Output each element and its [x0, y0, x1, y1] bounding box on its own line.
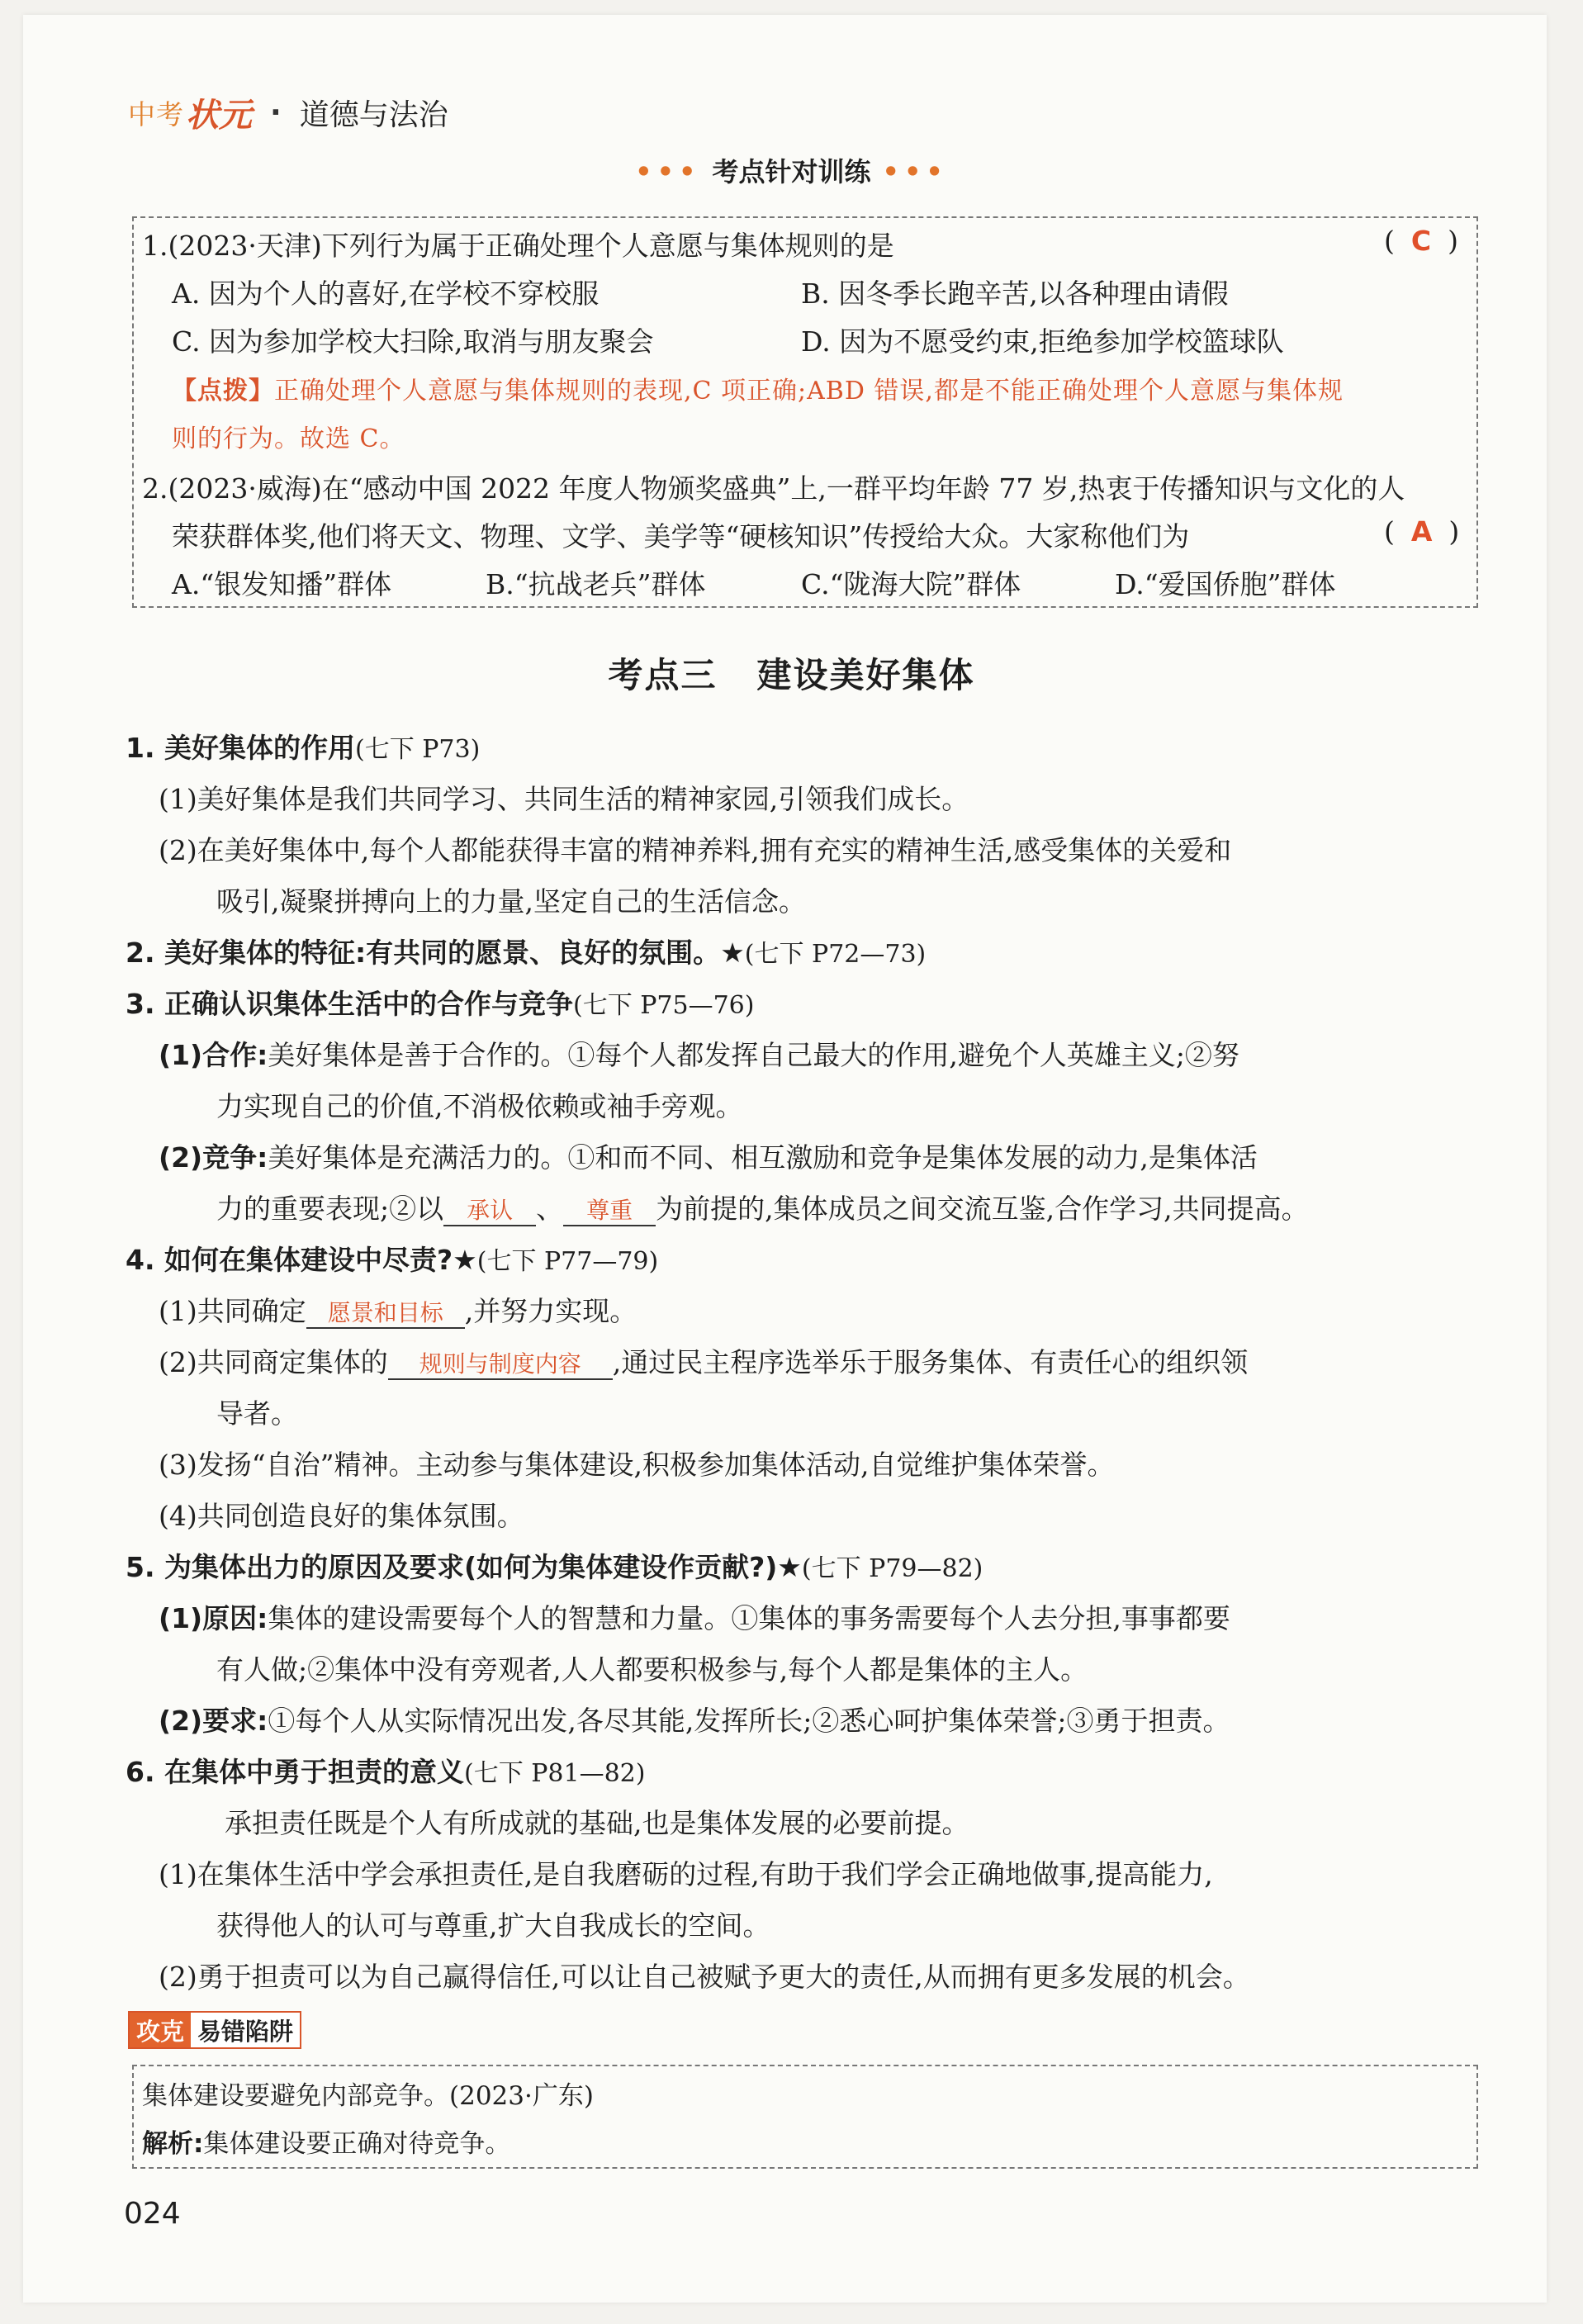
point-4-title: 4. 如何在集体建设中尽责?★(七下 P77—79)	[126, 1244, 659, 1276]
point-2-title: 2. 美好集体的特征:有共同的愿景、良好的氛围。★(七下 P72—73)	[126, 937, 927, 969]
trap-analysis: 解析:集体建设要正确对待竞争。	[142, 2129, 511, 2159]
point-4-item-1: (1)共同确定 愿景和目标 ,并努力实现。	[159, 1295, 637, 1327]
page-number: 024	[124, 2197, 181, 2231]
point-4-item-2b: 导者。	[216, 1397, 298, 1430]
q1-hint-line1: 【点拨】正确处理个人意愿与集体规则的表现,C 项正确;ABD 错误,都是不能正确处理个人意愿与集体规	[172, 377, 1344, 406]
point-5-item-1a: (1)原因:集体的建设需要每个人的智慧和力量。①集体的事务需要每个人去分担,事事都要	[159, 1602, 1230, 1634]
section-heading: 考点三 建设美好集体	[608, 655, 975, 695]
point-3-item-1a: (1)合作:美好集体是善于合作的。①每个人都发挥自己最大的作用,避免个人英雄主义;②努	[159, 1039, 1239, 1071]
blank-rules-system: 规则与制度内容	[388, 1350, 613, 1380]
point-6-item-2: (2)勇于担责可以为自己赢得信任,可以让自己被赋予更大的责任,从而拥有更多发展的机会。	[159, 1961, 1250, 1993]
point-6-title: 6. 在集体中勇于担责的意义(七下 P81—82)	[126, 1756, 646, 1788]
point-1-title: 1. 美好集体的作用(七下 P73)	[126, 732, 481, 764]
point-5-item-1b: 有人做;②集体中没有旁观者,人人都要积极参与,每个人都是集体的主人。	[216, 1653, 1088, 1686]
point-1-item-2b: 吸引,凝聚拼搏向上的力量,坚定自己的生活信念。	[216, 885, 806, 918]
header-separator: ·	[270, 96, 282, 130]
point-3-item-1b: 力实现自己的价值,不消极依赖或袖手旁观。	[216, 1090, 743, 1122]
trap-tag	[128, 2011, 301, 2049]
training-title-text: 考点针对训练	[712, 156, 871, 187]
trap-statement: 集体建设要避免内部竞争。(2023·广东)	[142, 2081, 594, 2111]
q1-option-b: B. 因冬季长跑辛苦,以各种理由请假	[801, 277, 1229, 310]
q1-answer: ( C )	[1384, 225, 1458, 257]
q1-option-d: D. 因为不愿受约束,拒绝参加学校篮球队	[801, 325, 1284, 358]
point-5-item-2: (2)要求:①每个人从实际情况出发,各尽其能,发挥所长;②悉心呵护集体荣誉;③勇于担责。	[159, 1705, 1230, 1737]
point-6-item-1b: 获得他人的认可与尊重,扩大自我成长的空间。	[216, 1909, 770, 1942]
point-4-item-3: (3)发扬“自治”精神。主动参与集体建设,积极参加集体活动,自觉维护集体荣誉。	[159, 1449, 1115, 1481]
q2-option-b: B.“抗战老兵”群体	[486, 568, 706, 600]
q1-option-a: A. 因为个人的喜好,在学校不穿校服	[172, 277, 600, 310]
training-section-title	[0, 151, 1583, 189]
q1-option-c: C. 因为参加学校大扫除,取消与朋友聚会	[172, 325, 654, 358]
point-1-item-2a: (2)在美好集体中,每个人都能获得丰富的精神养料,拥有充实的精神生活,感受集体的关爱和	[159, 834, 1232, 866]
point-6-item-1a: (1)在集体生活中学会承担责任,是自我磨砺的过程,有助于我们学会正确地做事,提高能力,	[159, 1858, 1213, 1890]
page-header	[128, 89, 448, 136]
blank-zunzhong: 尊重	[563, 1197, 656, 1226]
dots-right: •••	[882, 156, 948, 187]
point-6-intro: 承担责任既是个人有所成就的基础,也是集体发展的必要前提。	[225, 1807, 969, 1839]
point-1-item-1: (1)美好集体是我们共同学习、共同生活的精神家园,引领我们成长。	[159, 783, 969, 815]
point-3-item-2b: 力的重要表现;②以 承认 、 尊重 为前提的,集体成员之间交流互鉴,合作学习,共同提高。	[216, 1193, 1309, 1225]
q1-stem: 1.(2023·天津)下列行为属于正确处理个人意愿与集体规则的是	[142, 230, 894, 262]
trap-tag-secondary: 易错陷阱	[191, 2013, 300, 2047]
q2-stem-line1: 2.(2023·威海)在“感动中国 2022 年度人物颁奖盛典”上,一群平均年龄 77 岁,热衷于传播知识与文化的人	[142, 472, 1405, 505]
point-5-title: 5. 为集体出力的原因及要求(如何为集体建设作贡献?)★(七下 P79—82)	[126, 1551, 983, 1583]
blank-chengren: 承认	[443, 1197, 536, 1226]
q2-stem-line2: 荣获群体奖,他们将天文、物理、文学、美学等“硬核知识”传授给大众。大家称他们为	[172, 520, 1190, 553]
point-4-item-4: (4)共同创造良好的集体氛围。	[159, 1500, 524, 1532]
blank-vision-goal: 愿景和目标	[306, 1299, 465, 1329]
point-3-item-2a: (2)竞争:美好集体是充满活力的。①和而不同、相互激励和竞争是集体发展的动力,是集体活	[159, 1141, 1258, 1174]
q2-option-a: A.“银发知播”群体	[172, 568, 392, 600]
q2-option-c: C.“陇海大院”群体	[801, 568, 1021, 600]
brand-logo-zhongkao: 中考	[128, 98, 184, 130]
dots-left: •••	[635, 156, 701, 187]
brand-logo-zhuangyuan: 状元	[186, 97, 252, 135]
point-4-item-2a: (2)共同商定集体的 规则与制度内容 ,通过民主程序选举乐于服务集体、有责任心的组织领	[159, 1346, 1249, 1378]
point-3-title: 3. 正确认识集体生活中的合作与竞争(七下 P75—76)	[126, 988, 755, 1020]
q2-option-d: D.“爱国侨胞”群体	[1115, 568, 1336, 600]
q2-answer: ( A )	[1384, 515, 1460, 548]
trap-tag-primary: 攻克	[130, 2013, 191, 2047]
subject-title: 道德与法治	[299, 98, 448, 132]
q1-hint-line2: 则的行为。故选 C。	[172, 424, 405, 453]
